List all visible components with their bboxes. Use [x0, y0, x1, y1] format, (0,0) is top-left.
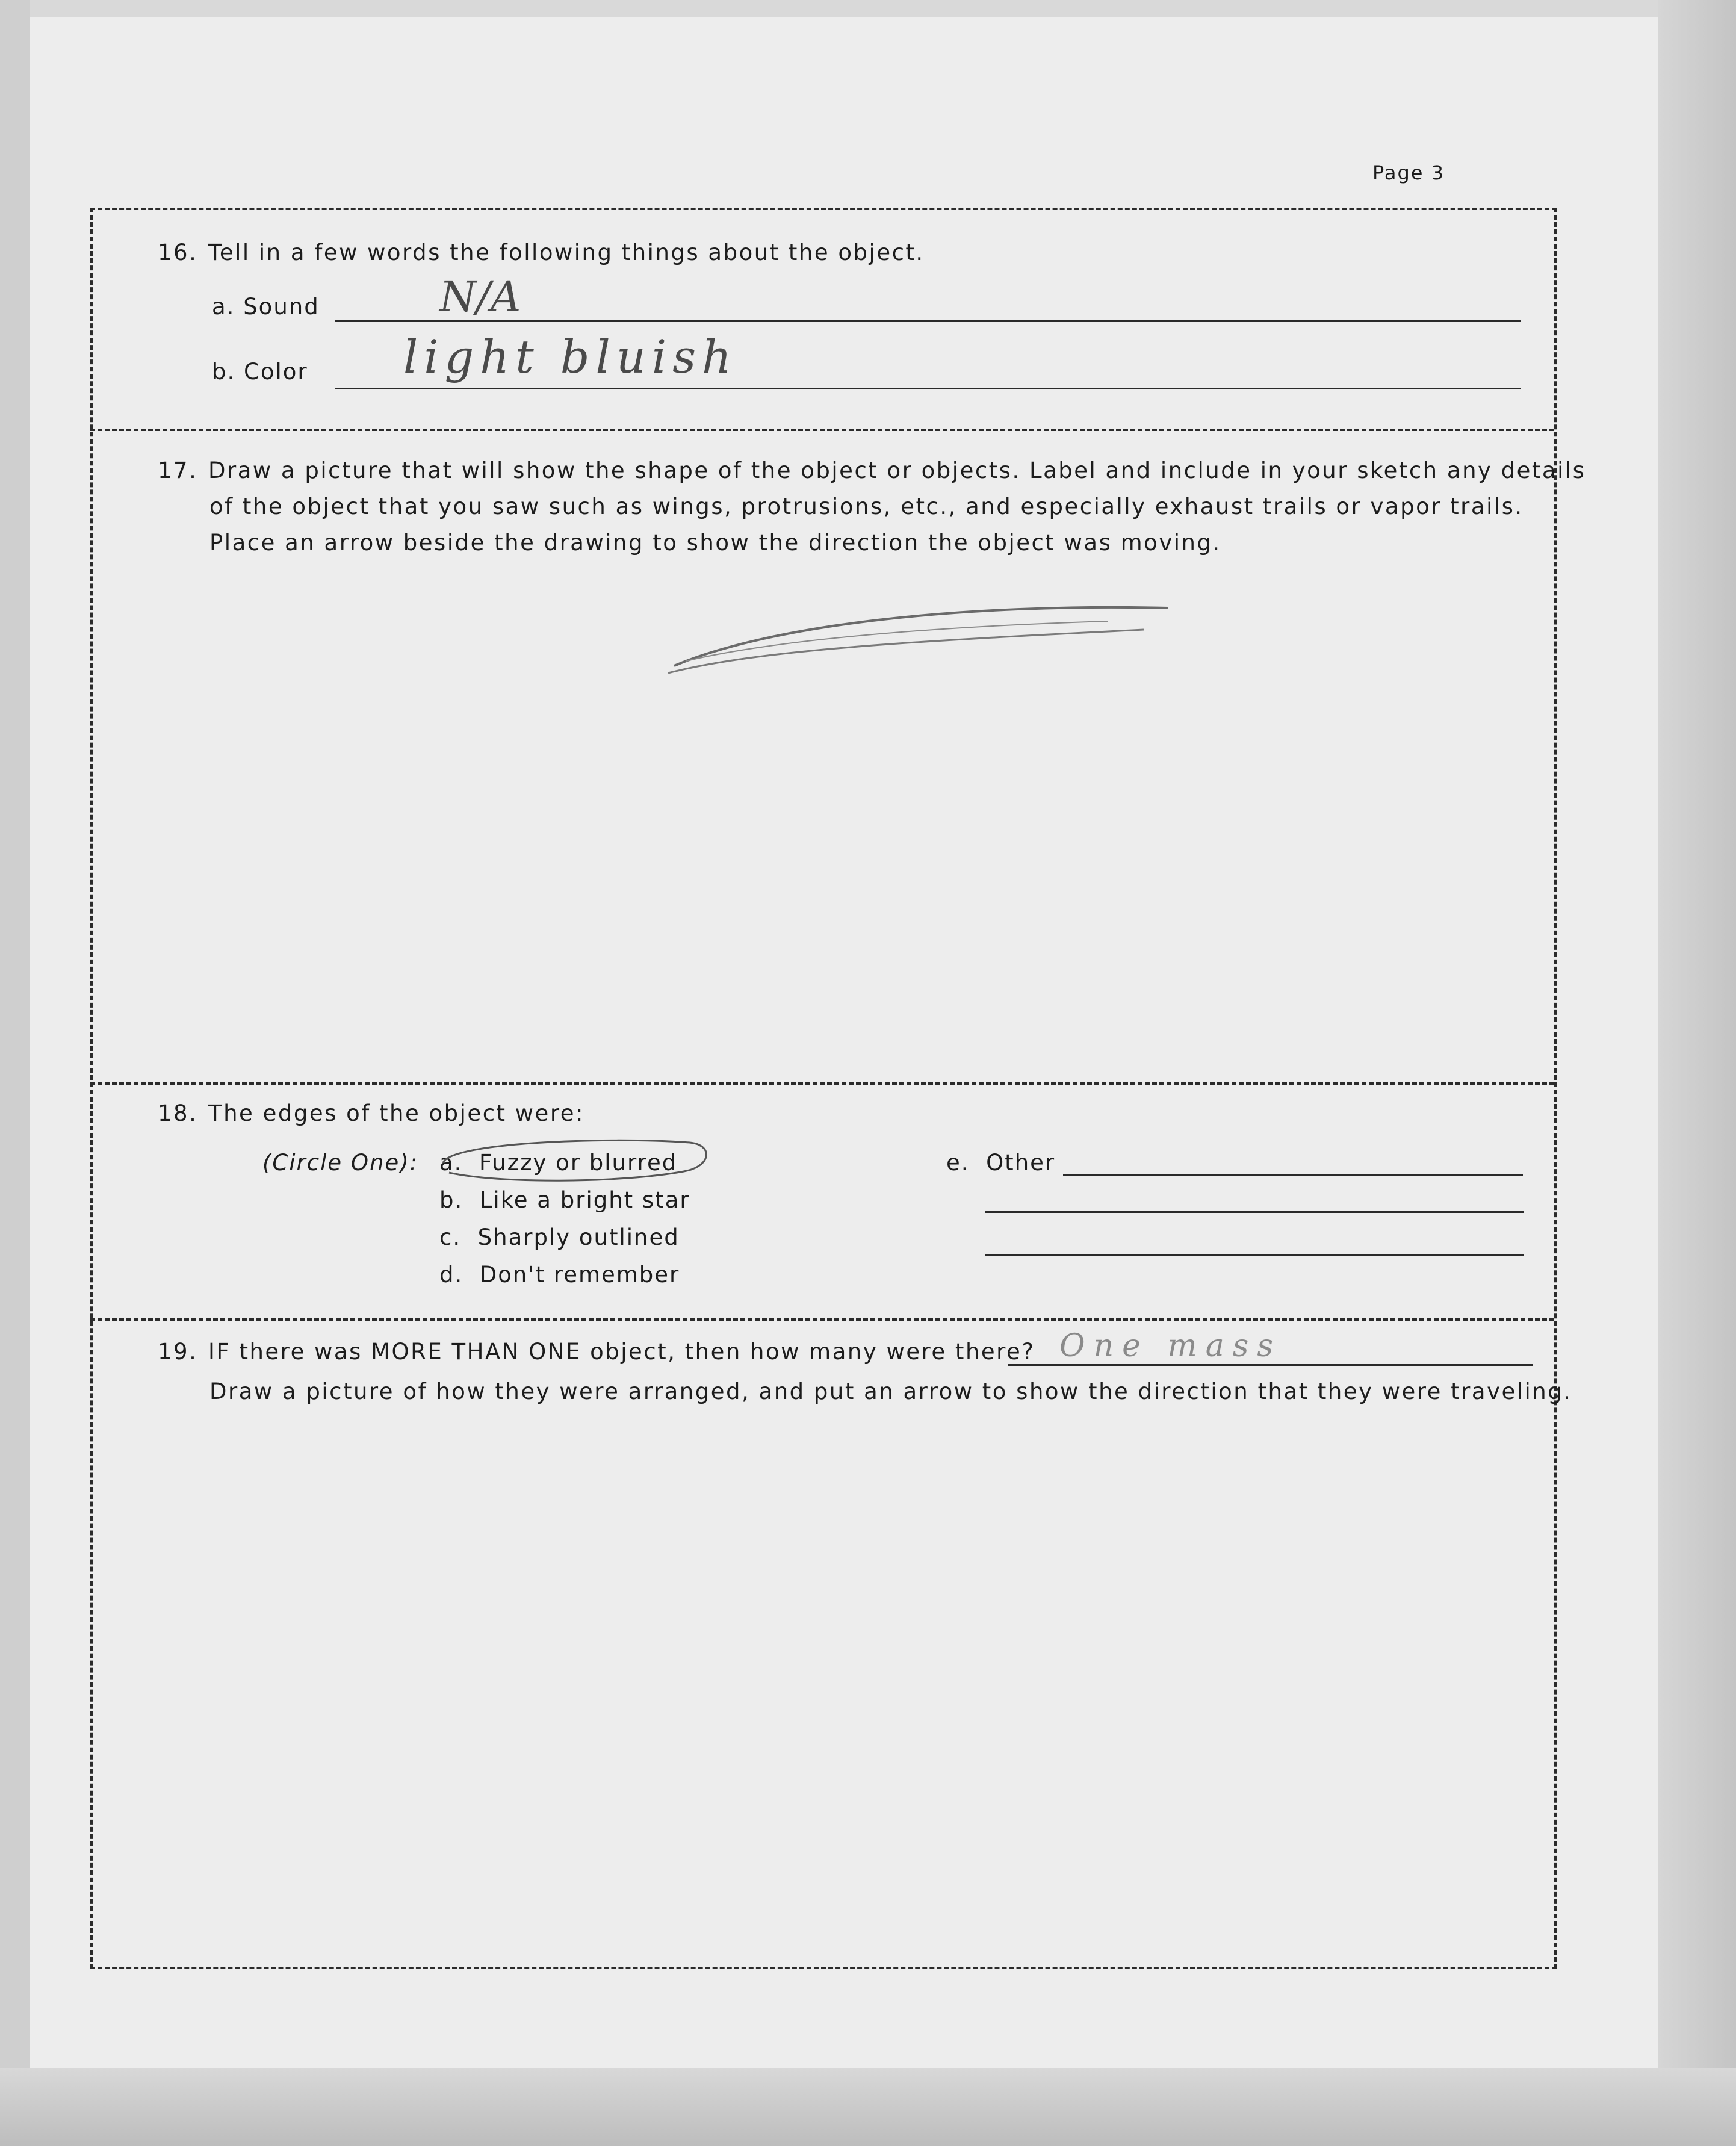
question-19-line-1	[158, 1339, 1035, 1365]
question-16-number: 16.	[158, 240, 198, 265]
option-e-other[interactable]: e. Other	[946, 1150, 1056, 1176]
question-17-number: 17.	[158, 457, 198, 483]
question-16	[158, 240, 925, 265]
scan-border-bottom	[0, 2068, 1736, 2146]
color-field[interactable]	[335, 388, 1521, 389]
drawing-area-19[interactable]	[96, 1415, 1547, 1956]
scan-border-right	[1658, 0, 1736, 2146]
question-16-prompt: Tell in a few words the following things about the object.	[208, 240, 925, 265]
other-field-line-3[interactable]	[985, 1254, 1524, 1256]
question-19-prompt: IF there was MORE THAN ONE object, then how many were there?	[208, 1339, 1035, 1365]
question-17-line-2: of the object that you saw such as wings, protrusions, etc., and especially exhaust trails or vapor trails.	[209, 494, 1524, 519]
sound-answer: N/A	[439, 272, 521, 321]
question-17-line-3: Place an arrow beside the drawing to show the direction the object was moving.	[209, 530, 1221, 556]
question-17-line-1: 17. Draw a picture that will show the shape of the object or objects. Label and include in your sketch any details	[158, 457, 1586, 483]
question-18-number: 18.	[158, 1100, 198, 1126]
color-label: b. Color	[212, 359, 308, 385]
question-18-prompt: The edges of the object were:	[208, 1100, 584, 1126]
scan-border-left	[0, 0, 30, 2146]
option-b[interactable]: b. Like a bright star	[439, 1187, 690, 1213]
section-divider-17-18	[90, 1082, 1554, 1085]
section-divider-18-19	[90, 1318, 1554, 1321]
circled-option-a-mark	[425, 1132, 718, 1186]
question-19-number: 19.	[158, 1339, 198, 1365]
section-divider-16-17	[90, 429, 1554, 431]
other-field-line-1[interactable]	[1063, 1174, 1523, 1176]
question-18	[158, 1100, 584, 1126]
scan-border-top	[0, 0, 1736, 17]
option-d[interactable]: d. Don't remember	[439, 1262, 680, 1288]
circle-one-instruction: (Circle One):	[262, 1150, 419, 1176]
option-c[interactable]: c. Sharply outlined	[439, 1224, 680, 1250]
sound-label: a. Sound	[212, 294, 320, 320]
question-19-line-2: Draw a picture of how they were arranged, and put an arrow to show the direction that they were traveling.	[209, 1378, 1572, 1404]
object-count-field[interactable]	[1008, 1364, 1533, 1366]
option-a[interactable]: a. Fuzzy or blurred	[439, 1150, 678, 1176]
other-field-line-2[interactable]	[985, 1211, 1524, 1213]
color-answer: light bluish	[403, 330, 738, 383]
object-count-answer: One mass	[1059, 1328, 1282, 1364]
page-number: Page 3	[1372, 161, 1445, 184]
drawing-area-17[interactable]	[96, 566, 1547, 1078]
